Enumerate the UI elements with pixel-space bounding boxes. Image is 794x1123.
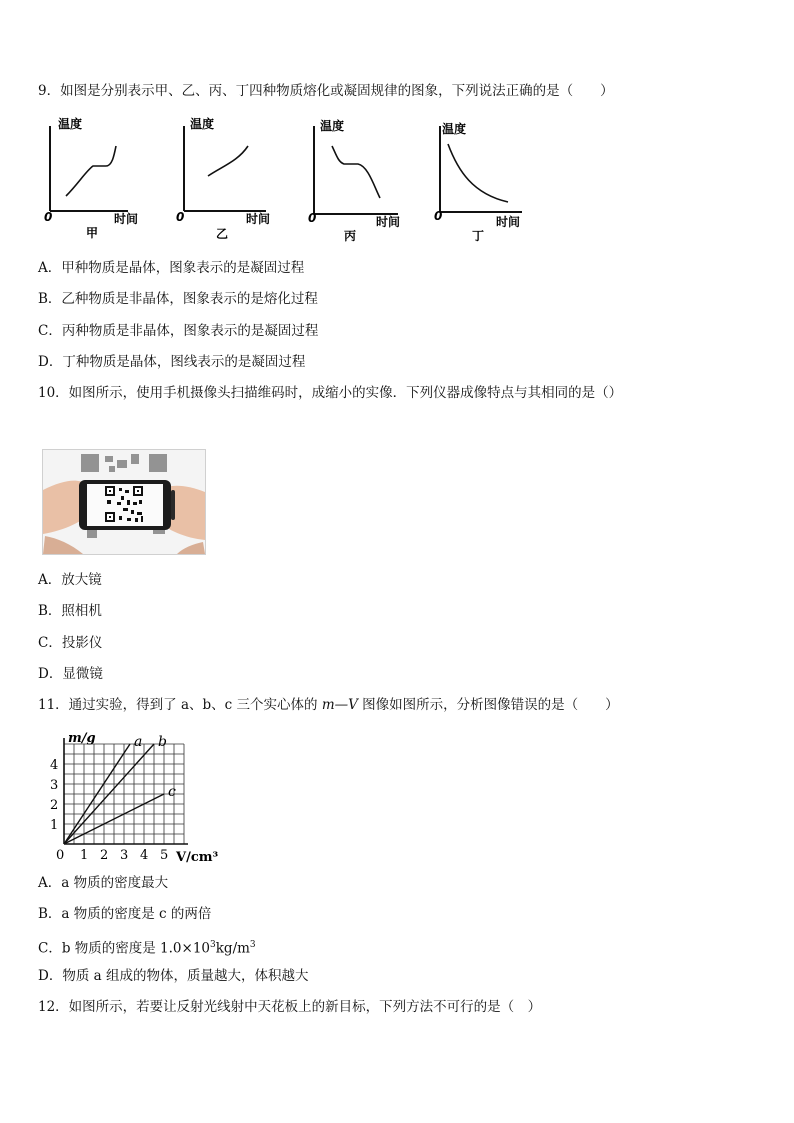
y-tick-label: 4 [50, 758, 59, 773]
graph-bing-name: 丙 [344, 229, 357, 243]
q11-option-c [38, 936, 256, 958]
q12-stem: 12．如图所示，若要让反射光线射中天花板上的新目标，下列方法不可行的是（ ） [38, 999, 542, 1015]
q9-option-a: A．甲种物质是晶体，图象表示的是凝固过程 [38, 260, 305, 276]
q11-option-a: A．a 物质的密度最大 [38, 875, 169, 891]
y-axis-label: m/g [68, 731, 96, 746]
phone-scanning-qr-illustration [43, 450, 205, 554]
graph-jia-origin: 0 [44, 210, 53, 224]
q11-option-c-sup2: 3 [249, 940, 256, 950]
q9-option-d: D．丁种物质是晶体，图线表示的是凝固过程 [38, 354, 306, 370]
x-tick-label: 1 [80, 848, 89, 863]
q10-option-b: B．照相机 [38, 603, 102, 619]
q10-stem: 10．如图所示，使用手机摄像头扫描维码时，成缩小的实像．下列仪器成像特点与其相同的是（） [38, 385, 623, 401]
q9-figure [38, 116, 538, 244]
graph-ding-origin: 0 [434, 209, 443, 223]
x-tick-label: 2 [100, 848, 109, 863]
qr-scan-photo [42, 449, 206, 555]
q10-option-a: A．放大镜 [38, 572, 102, 588]
q11-option-c-pre: C．b 物质的密度是 1.0×10 [38, 940, 211, 957]
q9-option-c: C．丙种物质是非晶体，图象表示的是凝固过程 [38, 323, 319, 339]
x-tick-label: 0 [56, 848, 65, 863]
graph-jia-xlabel: 时间 [114, 212, 139, 226]
x-tick-label: 5 [160, 848, 169, 863]
y-tick-label: 2 [50, 798, 59, 813]
q11-stem [38, 696, 619, 714]
q10-option-c: C．投影仪 [38, 635, 103, 651]
q11-option-b: B．a 物质的密度是 c 的两倍 [38, 906, 212, 922]
q11-option-c-mid: kg/m [215, 940, 250, 957]
q11-stem-post: 图像如图所示，分析图像错误的是（ ） [357, 697, 619, 713]
graph-ding-xlabel: 时间 [496, 215, 521, 229]
series-label-b: b [158, 734, 167, 750]
x-axis-label: V/cm³ [176, 850, 219, 865]
x-tick-label: 3 [120, 848, 129, 863]
graph-yi-name: 乙 [216, 227, 229, 241]
graph-jia [44, 116, 138, 240]
graph-bing-xlabel: 时间 [376, 215, 401, 229]
graph-yi-origin: 0 [176, 210, 185, 224]
graph-jia-name: 甲 [86, 226, 99, 240]
y-tick-label: 1 [50, 818, 59, 833]
x-tick-label: 4 [140, 848, 149, 863]
q9-option-b: B．乙种物质是非晶体，图象表示的是熔化过程 [38, 291, 318, 307]
q9-stem: 9．如图是分别表示甲、乙、丙、丁四种物质熔化或凝固规律的图象，下列说法正确的是（ ） [38, 83, 614, 99]
y-tick-label: 3 [50, 778, 59, 793]
series-label-a: a [134, 734, 143, 750]
graph-ding-ylabel: 温度 [442, 122, 467, 136]
graph-yi-ylabel: 温度 [190, 117, 215, 131]
graph-yi-xlabel: 时间 [246, 212, 271, 226]
graph-bing-ylabel: 温度 [320, 119, 345, 133]
q10-option-d: D．显微镜 [38, 666, 103, 682]
q11-stem-pre: 11．通过实验，得到了 a、b、c 三个实心体的 [38, 697, 322, 713]
graph-ding [434, 121, 522, 243]
graph-ding-name: 丁 [472, 229, 485, 243]
series-label-c: c [168, 784, 176, 800]
q11-option-c-sup: 3 [210, 940, 216, 950]
q11-stem-var: m—V [321, 697, 358, 713]
graph-bing [308, 118, 400, 243]
q11-option-d: D．物质 a 组成的物体，质量越大，体积越大 [38, 968, 309, 984]
graph-bing-origin: 0 [308, 211, 317, 225]
graph-jia-ylabel: 温度 [58, 117, 83, 131]
mv-chart [40, 726, 230, 866]
graph-yi [176, 116, 270, 241]
